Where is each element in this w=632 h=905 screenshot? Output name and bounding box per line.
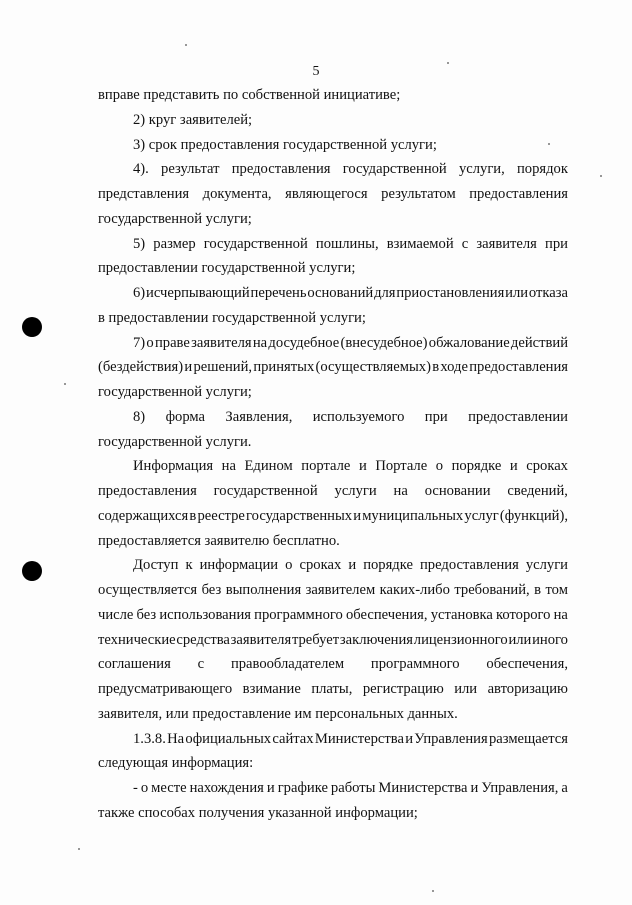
word: приостановления [396, 285, 505, 301]
text-line: 3) срок предоставления государственной услуги; [133, 136, 437, 153]
word: месте [151, 780, 187, 796]
word: на [221, 458, 236, 475]
word: каких-либо [379, 582, 450, 598]
page-number: 5 [312, 64, 320, 79]
word: являющегося [285, 186, 368, 202]
text-line [98, 655, 568, 673]
word: основании [424, 483, 491, 499]
word: графике [277, 780, 328, 796]
word: иного [532, 631, 568, 648]
word: на [393, 483, 408, 499]
word: решений, [193, 359, 253, 376]
word: использования [159, 606, 251, 623]
word: сроках [299, 557, 342, 574]
word: о [146, 334, 154, 351]
word: и [348, 557, 357, 574]
text-line: государственной услуги; [98, 384, 252, 400]
word: государственной [342, 161, 447, 178]
text-line: предоставлении государственной услуги; [98, 260, 356, 277]
word: программного [254, 606, 343, 623]
word: (функций), [499, 507, 568, 524]
word: предоставлении [468, 408, 568, 425]
word: 1.3.8. [133, 730, 166, 747]
word: перечень [250, 285, 307, 301]
word: обжалование [428, 334, 510, 351]
word: представления [98, 186, 190, 202]
word: сроках [526, 458, 568, 475]
word: предоставления [469, 359, 568, 376]
word: Министерства [314, 730, 404, 747]
text-line: заявителя, или предоставление им персональных данных. [98, 705, 458, 722]
word: на [252, 334, 268, 351]
word: установка [430, 606, 493, 623]
word: документа, [202, 186, 272, 202]
word: размер [153, 235, 196, 252]
word: авторизацию [487, 681, 568, 697]
text-line [98, 680, 568, 698]
word: (осуществляемых) [315, 359, 431, 376]
scan-speck [78, 848, 80, 850]
text-line [133, 730, 568, 748]
word: или [505, 285, 529, 301]
word: и [405, 730, 414, 747]
word: муниципальных [362, 507, 464, 524]
word: Управления [414, 730, 488, 747]
word: порядке [363, 557, 413, 574]
word: реестре [197, 507, 245, 524]
text-line: предоставляется заявителю бесплатно. [98, 532, 340, 549]
word: и [509, 458, 518, 475]
word: сайтах [272, 730, 314, 747]
word: о [140, 780, 149, 796]
text-line [98, 482, 568, 500]
text-line [133, 235, 568, 253]
word: заявителем [305, 582, 376, 598]
word: работы [330, 780, 376, 796]
word: обеспечения, [486, 656, 568, 673]
word: На [167, 730, 185, 747]
word: предоставления [231, 161, 331, 178]
text-line [98, 631, 568, 649]
text-line: также способах получения указанной информации; [98, 804, 418, 821]
scan-speck [185, 44, 187, 46]
scan-speck [548, 143, 550, 145]
text-line [98, 581, 568, 599]
word: к [185, 557, 193, 574]
word: средства [176, 631, 230, 648]
word: предоставления [469, 186, 568, 202]
word: услуги, [458, 161, 505, 178]
word: Управления, [481, 780, 559, 796]
word: при [424, 408, 448, 425]
word: результат [161, 161, 220, 178]
text-line [98, 606, 568, 624]
text-line [133, 284, 568, 302]
word: взимание [242, 681, 301, 697]
word: в [432, 359, 440, 376]
word: услуги [525, 557, 568, 574]
word: 6) [133, 285, 146, 301]
word: государственной [213, 483, 318, 499]
word: действий [510, 334, 568, 351]
text-line [98, 358, 568, 376]
word: праве [154, 334, 190, 351]
word: Заявления, [225, 408, 293, 425]
word: и [353, 507, 362, 524]
word: государственной [203, 235, 308, 252]
word: предусматривающего [98, 681, 233, 697]
word: оснований [307, 285, 374, 301]
text-line: государственной услуги; [98, 210, 252, 227]
word: взимаемой [386, 235, 454, 252]
word: информации [199, 557, 279, 574]
word: о [285, 557, 293, 574]
word: используемого [312, 408, 405, 425]
text-line [133, 160, 568, 178]
text-line [133, 556, 568, 574]
scan-speck [432, 890, 434, 892]
text-line [133, 408, 568, 426]
word: и [358, 458, 367, 475]
scan-speck [600, 175, 602, 177]
punch-hole-mark [22, 317, 42, 337]
word: содержащихся [98, 507, 189, 524]
word: сведений, [507, 483, 568, 499]
word: государственных [246, 507, 353, 524]
word: в [189, 507, 197, 524]
word: платы, [311, 681, 353, 697]
word: заявителя [191, 334, 252, 351]
word: осуществляется [98, 582, 198, 598]
word: размещается [488, 730, 568, 747]
word: форма [165, 408, 206, 425]
text-line [133, 334, 568, 352]
word: лицензионного [413, 631, 508, 648]
text-line [133, 457, 568, 475]
word: 8) [133, 408, 146, 425]
scan-speck [447, 62, 449, 64]
text-line: следующая информация: [98, 755, 254, 772]
word: предоставления [98, 483, 197, 499]
word: выполнения [225, 582, 302, 598]
word: и [470, 780, 479, 796]
word: 7) [133, 334, 146, 351]
word: а [561, 780, 568, 796]
word: нахождения [189, 780, 264, 796]
word: требований, [454, 582, 530, 598]
word: о [435, 458, 444, 475]
word: ходе [440, 359, 468, 376]
word: портале [301, 458, 351, 475]
word: без [136, 606, 157, 623]
word: Портале [375, 458, 428, 475]
word: том [545, 582, 568, 598]
word: (бездействия) [98, 359, 184, 376]
word: или [508, 631, 532, 648]
text-line: 2) круг заявителей; [133, 111, 253, 128]
word: Министерства [378, 780, 468, 796]
word: соглашения [98, 656, 171, 673]
word: обеспечения, [345, 606, 428, 623]
word: в [534, 582, 542, 598]
word: 4). [133, 161, 149, 178]
word: пошлины, [315, 235, 379, 252]
word: порядок [517, 161, 568, 178]
word: которого [496, 606, 551, 623]
word: при [545, 235, 568, 252]
word: принятых [253, 359, 315, 376]
word: правообладателем [230, 656, 345, 673]
word: на [553, 606, 568, 623]
text-line: вправе представить по собственной инициативе; [98, 87, 401, 103]
word: исчерпывающий [146, 285, 250, 301]
word: (внесудебное) [340, 334, 428, 351]
word: заявителя [476, 235, 537, 252]
text-line: в предоставлении государственной услуги; [98, 309, 366, 326]
word: и [184, 359, 193, 376]
word: заявителя [230, 631, 292, 648]
word: предоставления [420, 557, 519, 574]
word: результатом [381, 186, 456, 202]
word: услуги [334, 483, 377, 499]
word: требует [291, 631, 340, 648]
word: услуг [464, 507, 499, 524]
text-line [98, 507, 568, 525]
word: регистрацию [362, 681, 444, 697]
word: программного [370, 656, 460, 673]
word: порядке [451, 458, 502, 475]
text-line [98, 185, 568, 203]
word: или [454, 681, 478, 697]
word: технические [98, 631, 176, 648]
word: без [201, 582, 222, 598]
word: Доступ [133, 557, 179, 574]
word: отказа [528, 285, 568, 301]
word: Едином [244, 458, 293, 475]
word: досудебное [268, 334, 340, 351]
word: и [266, 780, 275, 796]
word: Информация [133, 458, 214, 475]
word: официальных [185, 730, 272, 747]
word: с [461, 235, 469, 252]
word: 5) [133, 235, 146, 252]
word: числе [98, 606, 134, 623]
word: с [197, 656, 205, 673]
word: заключения [339, 631, 414, 648]
scan-speck [64, 383, 66, 385]
text-line: государственной услуги. [98, 433, 252, 450]
text-line [133, 779, 568, 797]
punch-hole-mark [22, 561, 42, 581]
word: - [133, 780, 138, 796]
word: для [374, 285, 396, 301]
